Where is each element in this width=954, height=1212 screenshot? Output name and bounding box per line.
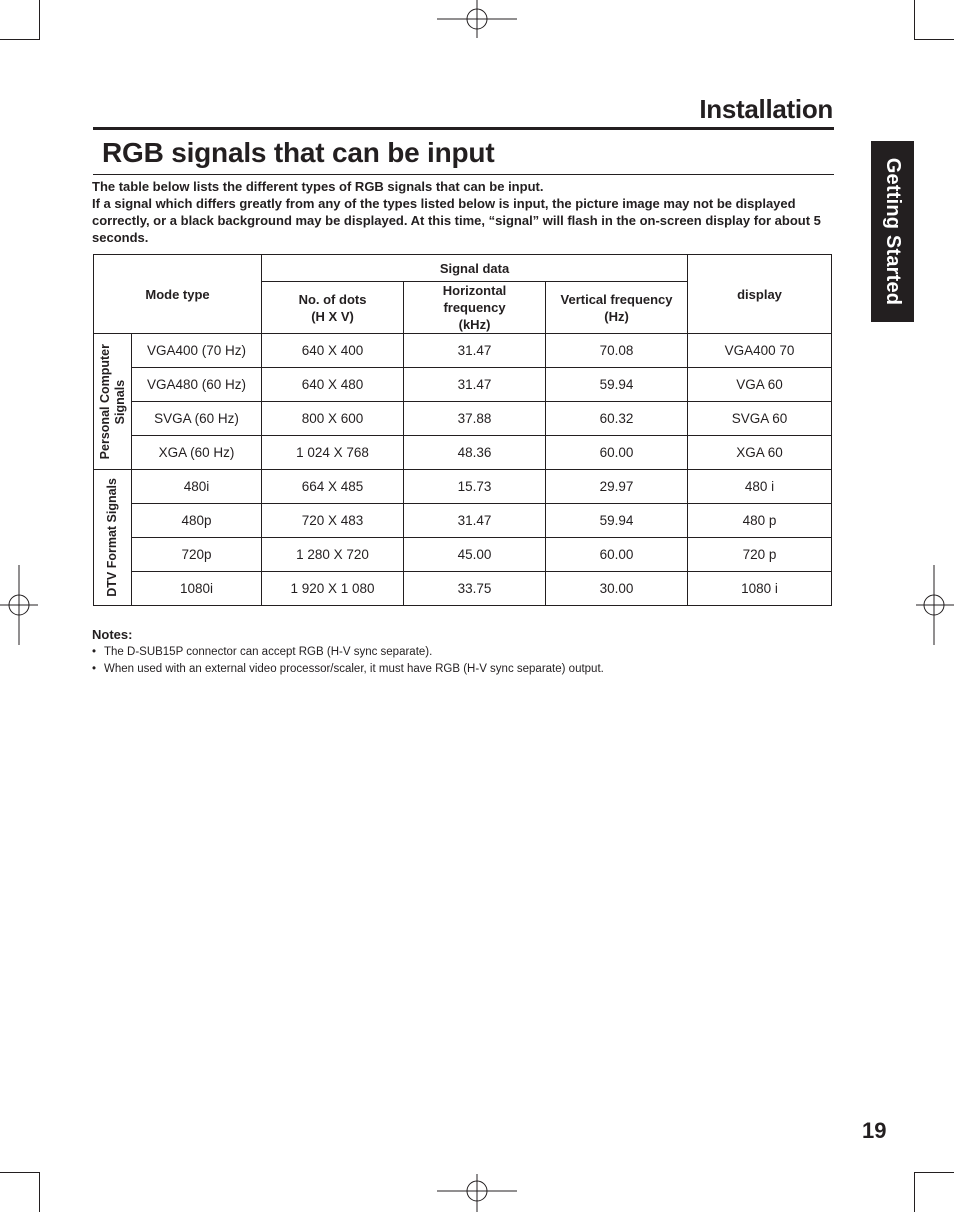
header-vfreq-line1: Vertical frequency	[560, 291, 673, 307]
cell-display: VGA 60	[688, 368, 832, 402]
header-mode-type: Mode type	[94, 255, 262, 334]
cell-vfreq: 29.97	[546, 470, 688, 504]
cell-mode: 480i	[132, 470, 262, 504]
cell-mode: XGA (60 Hz)	[132, 436, 262, 470]
cell-vfreq: 30.00	[546, 572, 688, 606]
registration-mark-left	[0, 565, 40, 645]
crop-mark-bottom-left-horizontal	[0, 1172, 40, 1173]
cell-display: SVGA 60	[688, 402, 832, 436]
header-hfreq-line3: (kHz)	[458, 317, 491, 332]
group-label-dtv-line1: DTV Format Signals	[105, 478, 119, 597]
header-vertical-frequency	[546, 282, 688, 334]
group-label-dtv	[94, 470, 132, 606]
registration-mark-right	[914, 565, 954, 645]
page-heading: RGB signals that can be input	[102, 137, 495, 168]
cell-display: 480 p	[688, 504, 832, 538]
crop-mark-bottom-right-horizontal	[914, 1172, 954, 1173]
cell-display: XGA 60	[688, 436, 832, 470]
cell-dots: 1 280 X 720	[262, 538, 404, 572]
side-tab	[871, 141, 914, 322]
group-label-pc-line2: Signals	[112, 379, 127, 424]
crop-mark-top-left-vertical	[39, 0, 40, 40]
cell-hfreq: 45.00	[404, 538, 546, 572]
table-row	[94, 334, 832, 368]
registration-mark-bottom	[437, 1172, 517, 1212]
header-signal-data: Signal data	[262, 255, 688, 282]
page-number: 19	[862, 1118, 887, 1143]
cell-dots: 640 X 400	[262, 334, 404, 368]
cell-mode: 720p	[132, 538, 262, 572]
crop-mark-top-right-vertical	[914, 0, 915, 40]
cell-display: 720 p	[688, 538, 832, 572]
header-no-of-dots-line1: No. of dots	[298, 291, 367, 307]
cell-dots: 664 X 485	[262, 470, 404, 504]
cell-dots: 800 X 600	[262, 402, 404, 436]
table-row	[94, 538, 832, 572]
cell-vfreq: 60.00	[546, 436, 688, 470]
intro-line-2: If a signal which differs greatly from any of the types listed below is input, the picture image may not be displayed correctly, or a black background may be displayed. At this time, “signal” will flash in the on-screen display for about 5 seconds.	[92, 196, 821, 245]
cell-display: 1080 i	[688, 572, 832, 606]
cell-display: 480 i	[688, 470, 832, 504]
cell-vfreq: 70.08	[546, 334, 688, 368]
table-row	[94, 436, 832, 470]
header-vfreq-line2: (Hz)	[604, 308, 629, 324]
intro-line-1: The table below lists the different types of RGB signals that can be input.	[92, 179, 544, 194]
cell-hfreq: 37.88	[404, 402, 546, 436]
cell-dots: 640 X 480	[262, 368, 404, 402]
header-rule	[93, 127, 834, 130]
cell-hfreq: 31.47	[404, 334, 546, 368]
group-label-pc-line1: Personal Computer	[97, 343, 112, 460]
cell-mode: VGA400 (70 Hz)	[132, 334, 262, 368]
notes-title: Notes:	[92, 627, 133, 642]
cell-vfreq: 60.32	[546, 402, 688, 436]
header-horizontal-frequency	[404, 282, 546, 334]
cell-mode: 480p	[132, 504, 262, 538]
section-title: Installation	[699, 94, 833, 124]
cell-hfreq: 31.47	[404, 504, 546, 538]
registration-mark-top	[437, 0, 517, 40]
group-label-pc	[94, 334, 132, 470]
cell-hfreq: 15.73	[404, 470, 546, 504]
crop-mark-top-right-horizontal	[914, 39, 954, 40]
crop-mark-bottom-left-vertical	[39, 1172, 40, 1212]
cell-dots: 720 X 483	[262, 504, 404, 538]
heading-underline	[93, 174, 834, 175]
list-item: • When used with an external video processor/scaler, it must have RGB (H-V sync separate) output.	[92, 661, 832, 678]
cell-dots: 1 024 X 768	[262, 436, 404, 470]
table-row	[94, 470, 832, 504]
cell-dots: 1 920 X 1 080	[262, 572, 404, 606]
table-row	[94, 504, 832, 538]
header-display: display	[688, 255, 832, 334]
table-row	[94, 402, 832, 436]
rgb-signals-table	[93, 254, 832, 606]
cell-mode: VGA480 (60 Hz)	[132, 368, 262, 402]
cell-mode: SVGA (60 Hz)	[132, 402, 262, 436]
table-row	[94, 572, 832, 606]
header-no-of-dots-line2: (H X V)	[311, 308, 354, 324]
intro-text	[92, 178, 834, 246]
header-hfreq-line2: frequency	[443, 300, 506, 315]
crop-mark-bottom-right-vertical	[914, 1172, 915, 1212]
side-tab-label: Getting Started	[882, 157, 905, 306]
table-row	[94, 368, 832, 402]
crop-mark-top-left-horizontal	[0, 39, 40, 40]
cell-hfreq: 33.75	[404, 572, 546, 606]
notes-list	[92, 644, 832, 678]
cell-mode: 1080i	[132, 572, 262, 606]
cell-vfreq: 59.94	[546, 504, 688, 538]
cell-hfreq: 48.36	[404, 436, 546, 470]
cell-vfreq: 60.00	[546, 538, 688, 572]
cell-display: VGA400 70	[688, 334, 832, 368]
header-hfreq-line1: Horizontal	[442, 283, 507, 298]
cell-hfreq: 31.47	[404, 368, 546, 402]
list-item: • The D-SUB15P connector can accept RGB (H-V sync separate).	[92, 644, 832, 661]
header-no-of-dots	[262, 282, 404, 334]
notes-section	[92, 626, 832, 678]
cell-vfreq: 59.94	[546, 368, 688, 402]
